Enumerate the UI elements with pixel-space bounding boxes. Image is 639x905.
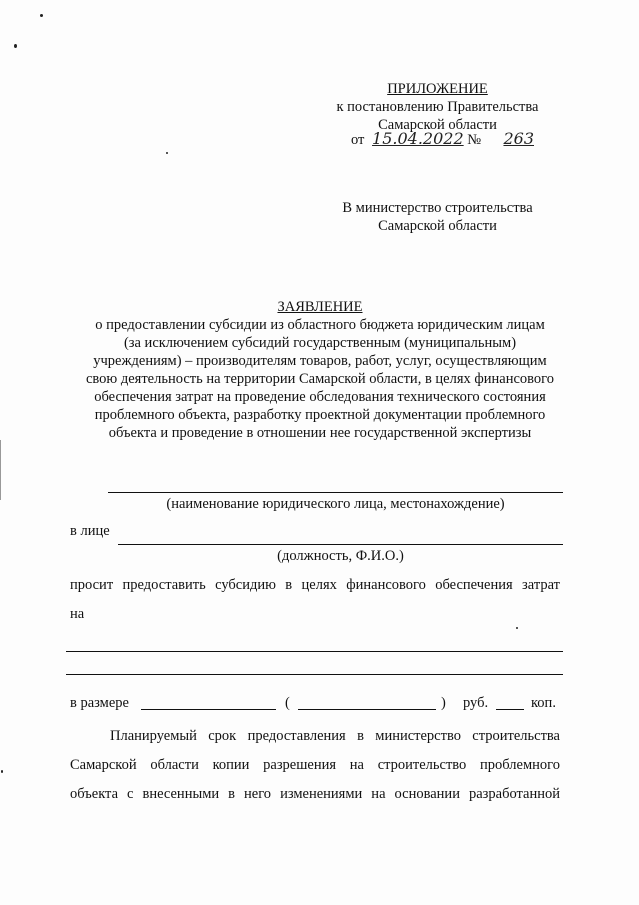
body-paragraph	[70, 722, 560, 809]
scan-speck	[1, 770, 3, 773]
appendix-date-line	[351, 130, 547, 149]
handwritten-number: 263	[503, 129, 534, 148]
body-line-2: Самарской области копии разрешения на строительство проблемного	[70, 757, 560, 773]
paren-close: )	[441, 695, 446, 711]
paren-open: (	[285, 695, 290, 711]
appendix-block	[330, 80, 545, 134]
amount-number-line[interactable]	[141, 709, 276, 710]
kop-label: коп.	[531, 695, 556, 711]
statement-block	[30, 298, 610, 442]
appendix-line-1: к постановлению Правительства	[336, 99, 539, 115]
position-caption: (должность, Ф.И.О.)	[277, 548, 404, 564]
subtitle-line-1: о предоставлении субсидии из областного бюджета юридическим лицам	[95, 317, 545, 333]
rub-label: руб.	[463, 695, 489, 711]
subtitle-line-3: учреждениям) – производителям товаров, работ, услуг, осуществляющим	[93, 353, 547, 369]
scan-speck	[40, 14, 43, 17]
body-line-1: Планируемый срок предоставления в министерство строительства	[110, 728, 560, 744]
scan-speck	[516, 627, 518, 629]
date-prefix: от	[351, 132, 365, 148]
kop-line[interactable]	[496, 709, 524, 710]
in-person-line[interactable]	[118, 544, 563, 545]
appendix-line-2: Самарской области	[378, 117, 497, 133]
addressee-line-2: Самарской области	[378, 218, 497, 234]
legal-entity-line[interactable]	[108, 492, 563, 493]
subtitle-line-4: свою деятельность на территории Самарской области, в целях финансового	[85, 371, 555, 387]
statement-title: ЗАЯВЛЕНИЕ	[277, 299, 363, 315]
number-label: №	[467, 132, 482, 148]
subtitle-line-6: проблемного объекта, разработку проектной документации проблемного	[94, 407, 546, 423]
addressee-line-1: В министерство строительства	[342, 200, 533, 216]
in-person-label: в лице	[70, 523, 110, 539]
subtitle-line-5: обеспечения затрат на проведение обследования технического состояния	[94, 389, 546, 405]
addressee-block	[330, 199, 545, 235]
scan-edge	[0, 440, 1, 500]
scan-speck	[14, 44, 17, 48]
request-text: просит предоставить субсидию в целях финансового обеспечения затрат	[70, 577, 560, 593]
handwritten-date: 15.04.2022	[372, 129, 464, 148]
legal-entity-caption: (наименование юридического лица, местонахождение)	[166, 496, 505, 512]
appendix-title: ПРИЛОЖЕНИЕ	[387, 81, 488, 97]
on-label: на	[70, 606, 85, 622]
amount-label: в размере	[70, 695, 129, 711]
amount-words-line[interactable]	[298, 709, 436, 710]
subtitle-line-2: (за исключением субсидий государственным (муниципальным)	[123, 335, 517, 351]
body-line-3: объекта с внесенными в него изменениями на основании разработанной	[70, 786, 560, 802]
subtitle-line-7: объекта и проведение в отношении нее государственной экспертизы	[108, 425, 532, 441]
purpose-line-2[interactable]	[66, 674, 563, 675]
purpose-line[interactable]	[66, 651, 563, 652]
scan-speck	[166, 152, 168, 154]
